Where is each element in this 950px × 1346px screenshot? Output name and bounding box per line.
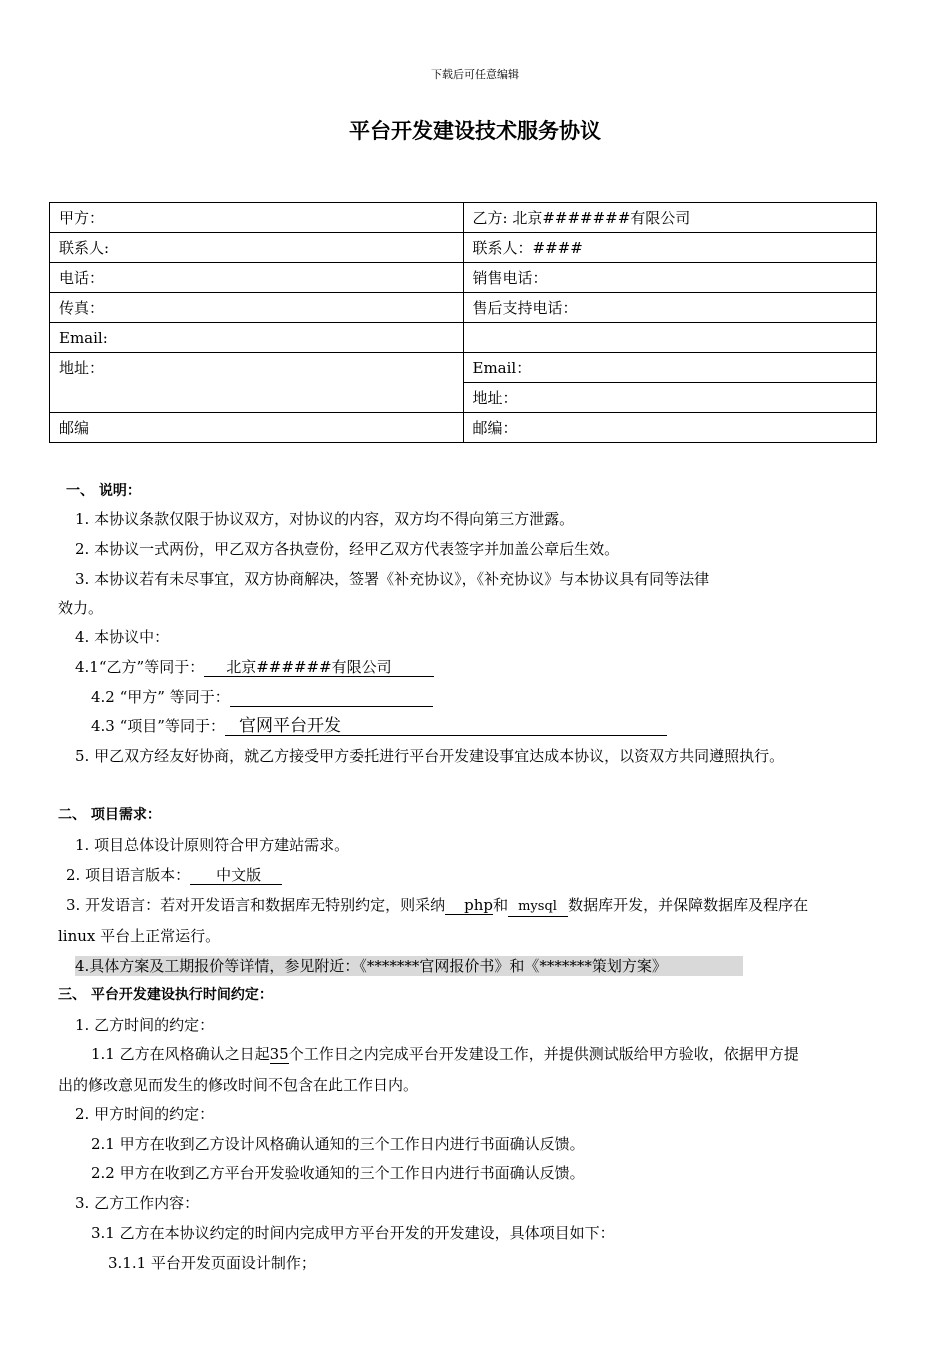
party-a-postcode-cell: 邮编 [50, 413, 464, 443]
paragraph: 出的修改意见而发生的修改时间不包含在此工作日内。 [58, 1076, 419, 1094]
table-row [50, 413, 877, 443]
party-a-email-cell: Email: [50, 323, 464, 353]
party-a-name-cell: 甲方： [50, 203, 464, 233]
party-a-definition-value [230, 688, 433, 707]
party-b-sales-phone-cell: 销售电话： [463, 263, 877, 293]
definition-4-3 [91, 716, 667, 736]
section-1-heading: 一、 说明： [66, 483, 141, 499]
empty-cell [463, 323, 877, 353]
dev-language-line [66, 895, 808, 917]
paragraph: 2.1 甲方在收到乙方设计风格确认通知的三个工作日内进行书面确认反馈。 [91, 1135, 585, 1153]
paragraph: 3.1.1 平台开发页面设计制作； [108, 1254, 316, 1272]
definition-label: 4.2 “甲方” 等同于： [91, 688, 230, 706]
party-a-fax-cell: 传真： [50, 293, 464, 323]
table-row [50, 233, 877, 263]
party-a-contact-cell: 联系人: [50, 233, 464, 263]
section-3-heading: 三、 平台开发建设执行时间约定： [58, 987, 273, 1003]
text: 3. 开发语言：若对开发语言和数据库无特别约定，则采纳 [66, 896, 446, 914]
language-php-value: php [445, 896, 493, 915]
party-a-phone-cell: 电话： [50, 263, 464, 293]
highlighted-paragraph: 4.具体方案及工期报价等详情，参见附近：《*******官网报价书》和《*******策划方案》 [75, 956, 743, 976]
definition-4-1 [75, 657, 434, 677]
paragraph: 1. 项目总体设计原则符合甲方建站需求。 [75, 836, 350, 854]
working-days-value: 35 [269, 1045, 289, 1063]
party-info-table [49, 202, 877, 443]
paragraph: 5. 甲乙双方经友好协商，就乙方接受甲方委托进行平台开发建设事宜达成本协议，以资双方共同遵照执行。 [75, 747, 785, 765]
table-row [50, 293, 877, 323]
paragraph: 3.1 乙方在本协议约定的时间内完成甲方平台开发的开发建设，具体项目如下： [91, 1224, 615, 1242]
paragraph: linux 平台上正常运行。 [58, 927, 221, 945]
table-row [50, 353, 877, 383]
paragraph: 1. 乙方时间的约定： [75, 1016, 215, 1034]
party-b-email-cell: Email： [463, 353, 877, 383]
paragraph: 3. 乙方工作内容： [75, 1194, 200, 1212]
paragraph: 4. 本协议中： [75, 628, 170, 646]
text: 数据库开发，并保障数据库及程序在 [568, 896, 809, 914]
party-b-support-phone-cell: 售后支持电话： [463, 293, 877, 323]
party-b-postcode-cell: 邮编： [463, 413, 877, 443]
paragraph: 3. 本协议若有未尽事宜，双方协商解决，签署《补充协议》，《补充协议》与本协议具有同等法律 [75, 570, 710, 588]
paragraph-1-1 [91, 1044, 799, 1064]
paragraph: 2. 甲方时间的约定： [75, 1105, 215, 1123]
party-b-definition-value: 北京######有限公司 [204, 658, 434, 677]
text: 和 [493, 896, 509, 914]
language-version-line [66, 865, 282, 885]
database-mysql-value: mysql [508, 898, 568, 917]
text: 个工作日之内完成平台开发建设工作，并提供测试版给甲方验收，依据甲方提 [288, 1045, 799, 1063]
paragraph: 1. 本协议条款仅限于协议双方，对协议的内容，双方均不得向第三方泄露。 [75, 510, 575, 528]
language-label: 2. 项目语言版本： [66, 866, 191, 884]
party-b-contact-cell: 联系人：#### [463, 233, 877, 263]
party-b-name-cell: 乙方: 北京#######有限公司 [463, 203, 877, 233]
project-definition-value: 官网平台开发 [225, 717, 667, 736]
definition-label: 4.3 “项目”等同于： [91, 717, 225, 735]
definition-4-2 [91, 687, 433, 707]
party-b-address-cell: 地址： [463, 383, 877, 413]
table-row [50, 203, 877, 233]
header-note: 下载后可任意编辑 [431, 68, 519, 81]
text: 1.1 乙方在风格确认之日起 [91, 1045, 270, 1063]
table-row [50, 323, 877, 353]
paragraph: 2.2 甲方在收到乙方平台开发验收通知的三个工作日内进行书面确认反馈。 [91, 1164, 585, 1182]
document-title: 平台开发建设技术服务协议 [349, 119, 601, 143]
section-2-heading: 二、 项目需求： [58, 807, 161, 823]
party-a-address-cell: 地址： [50, 353, 464, 413]
paragraph: 2. 本协议一式两份，甲乙双方各执壹份，经甲乙双方代表签字并加盖公章后生效。 [75, 540, 620, 558]
language-value: 中文版 [190, 866, 282, 885]
table-row [50, 263, 877, 293]
paragraph: 效力。 [58, 599, 104, 617]
definition-label: 4.1“乙方”等同于： [75, 658, 205, 676]
